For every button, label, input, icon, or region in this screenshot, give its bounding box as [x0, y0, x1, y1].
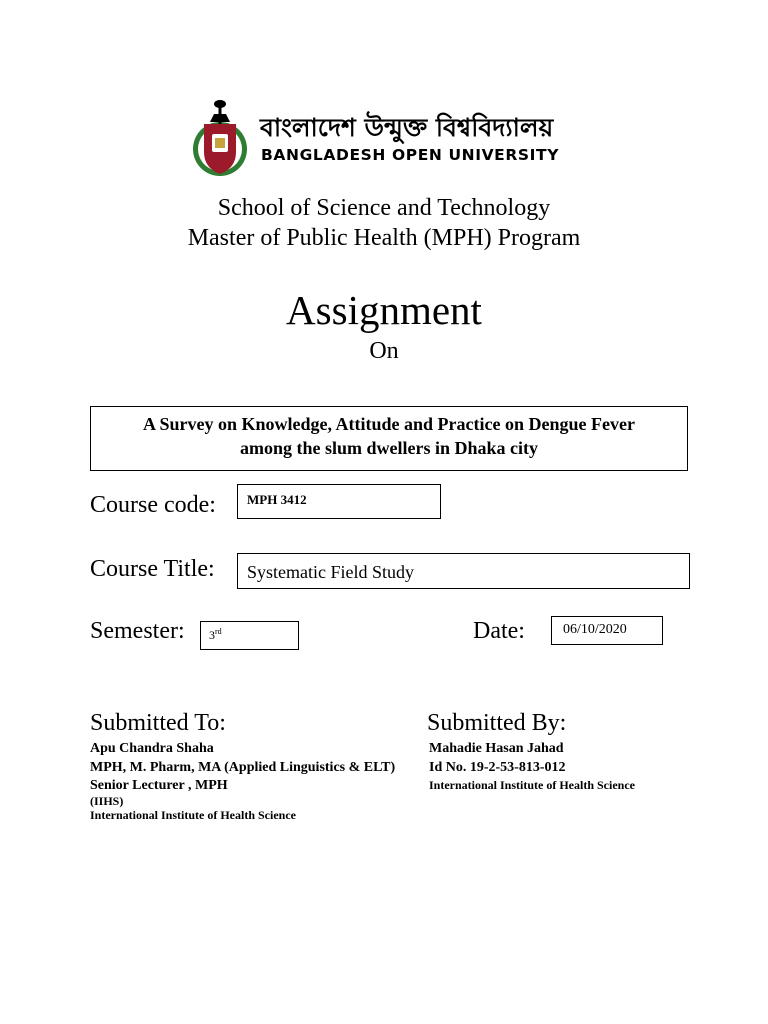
course-code-label: Course code:: [90, 492, 216, 518]
semester-label: Semester:: [90, 618, 185, 644]
supervisor-degrees: MPH, M. Pharm, MA (Applied Linguistics & ELT): [90, 760, 396, 775]
submitted-by-heading: Submitted By:: [427, 710, 567, 736]
semester-field: [200, 621, 299, 650]
course-title-label: Course Title:: [90, 556, 215, 582]
university-name-bangla: বাংলাদেশ উন্মুক্ত বিশ্ববিদ্যালয়: [260, 113, 554, 142]
document-title: Assignment: [286, 287, 482, 333]
supervisor-institute: International Institute of Health Science: [90, 808, 296, 822]
date-field: 06/10/2020: [551, 616, 663, 645]
course-code-field: MPH 3412: [237, 484, 441, 519]
date-label: Date:: [473, 618, 525, 644]
submitted-to-heading: Submitted To:: [90, 710, 226, 736]
supervisor-position: Senior Lecturer , MPH: [90, 778, 228, 793]
semester-number: 3: [209, 628, 215, 642]
semester-suffix: rd: [215, 627, 222, 636]
university-seal-icon: [190, 94, 250, 182]
document-subtitle: On: [369, 338, 399, 364]
assignment-topic-box: [90, 406, 688, 471]
supervisor-name: Apu Chandra Shaha: [90, 741, 214, 756]
program-name: Master of Public Health (MPH) Program: [187, 225, 581, 251]
university-logo: [190, 94, 590, 182]
student-institute: International Institute of Health Science: [429, 778, 635, 792]
student-id: Id No. 19-2-53-813-012: [429, 760, 566, 775]
topic-line-2: among the slum dwellers in Dhaka city: [239, 438, 538, 458]
student-name: Mahadie Hasan Jahad: [429, 741, 564, 756]
topic-line-1: A Survey on Knowledge, Attitude and Practice on Dengue Fever: [143, 414, 635, 434]
course-title-field: Systematic Field Study: [237, 553, 690, 589]
university-name-english: BANGLADESH OPEN UNIVERSITY: [261, 146, 560, 164]
supervisor-institute-abbrev: (IIHS): [90, 794, 124, 808]
school-name: School of Science and Technology: [217, 195, 551, 221]
